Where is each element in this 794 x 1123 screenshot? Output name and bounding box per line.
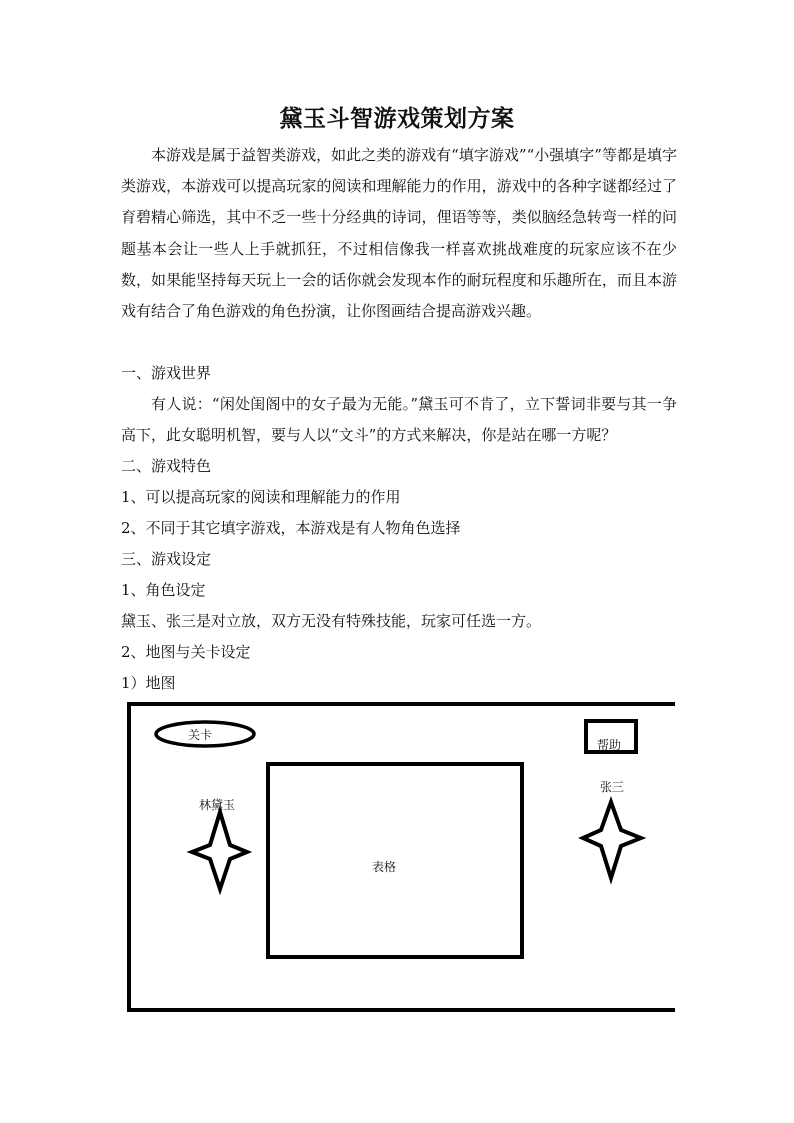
section2-item-2: 2、不同于其它填字游戏，本游戏是有人物角色选择 (121, 519, 461, 537)
section3-sub-1-text: 黛玉、张三是对立放，双方无没有特殊技能，玩家可任选一方。 (121, 612, 542, 630)
section3-heading: 三、游戏设定 (121, 550, 212, 568)
map-figure (127, 702, 675, 1014)
section2-heading: 二、游戏特色 (121, 457, 212, 475)
section1-text: 有人说：“闲处闺阁中的女子最为无能。”黛玉可不肯了，立下誓词非要与其一争高下，此女聪明机智，要与人以“文斗”的方式来解决，你是站在哪一方呢？ (121, 395, 677, 445)
section3-sub-2-item-1: 1）地图 (121, 674, 176, 692)
intro-paragraph: 本游戏是属于益智类游戏，如此之类的游戏有“填字游戏”“小强填字”等都是填字类游戏，本游戏可以提高玩家的阅读和理解能力的作用，游戏中的各种字谜都经过了育碧精心筛选，其中不乏一些十分经典的诗词，俚语等等，类似脑经急转弯一样的问题基本会让一些人上手就抓狂，不过相信像我一样喜欢挑战难度的玩家应该不在少数，如果能坚持每天玩上一会的话你就会发现本作的耐玩程度和乐趣所在，而且本游戏有结合了角色游戏的角色扮演，让你图画结合提高游戏兴趣。 (121, 146, 677, 321)
section1-heading: 一、游戏世界 (121, 364, 212, 382)
left-character-label: 林黛玉 (199, 798, 236, 812)
help-label: 帮助 (597, 738, 622, 752)
map-diagram (127, 702, 675, 1014)
section3-sub-2: 2、地图与关卡设定 (121, 643, 251, 661)
right-character-label: 张三 (600, 780, 625, 794)
document-title: 黛玉斗智游戏策划方案 (279, 105, 515, 132)
four-point-star-icon (583, 802, 641, 878)
map-frame (129, 704, 675, 1010)
four-point-star-icon (192, 812, 247, 889)
center-table-label: 表格 (372, 860, 397, 874)
level-label: 关卡 (188, 728, 213, 742)
section2-item-1: 1、可以提高玩家的阅读和理解能力的作用 (121, 488, 401, 506)
section3-sub-1: 1、角色设定 (121, 581, 206, 599)
